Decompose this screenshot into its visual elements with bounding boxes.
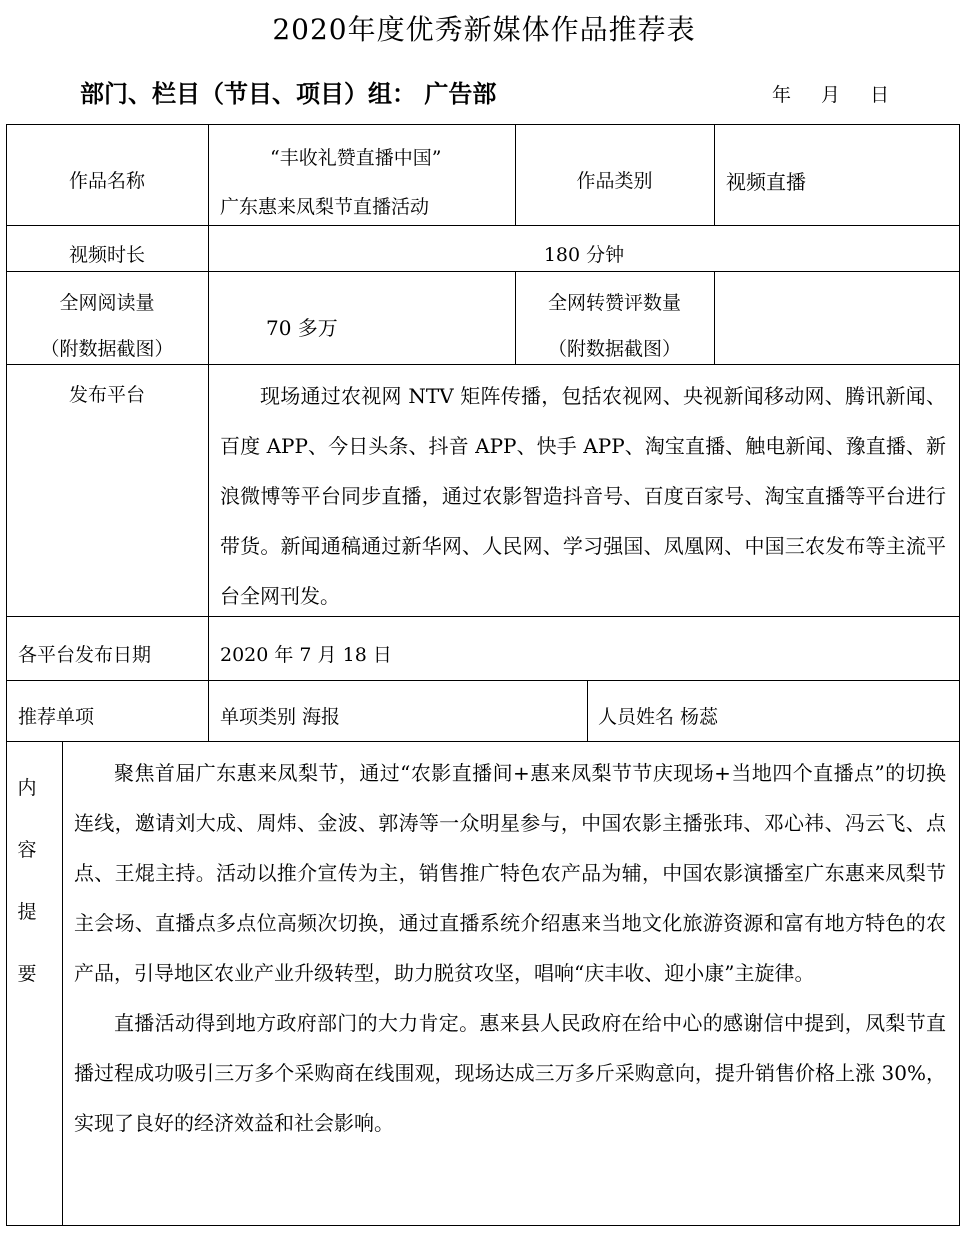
summary-label-char: 提	[17, 901, 37, 923]
publish-date-value: 2020 年 7 月 18 日	[220, 644, 392, 666]
summary-text	[74, 748, 946, 1148]
date-line: 年 月 日	[772, 84, 890, 106]
category-value: 单项类别 海报	[220, 706, 341, 728]
summary-label-char: 内	[17, 777, 37, 799]
row-divider	[6, 741, 960, 742]
work-type-label: 作品类别	[576, 170, 653, 192]
row-divider	[6, 364, 960, 365]
summary-label	[12, 757, 42, 1005]
shares-label-line2: （附数据截图）	[547, 338, 681, 360]
summary-label-char: 容	[17, 839, 37, 861]
platform-value	[220, 371, 946, 621]
col-divider	[714, 271, 715, 364]
duration-label: 视频时长	[68, 244, 145, 266]
col-divider	[208, 124, 209, 741]
col-divider	[587, 680, 588, 741]
work-name-label: 作品名称	[68, 170, 145, 192]
summary-paragraph-1: 聚焦首届广东惠来凤梨节，通过“农影直播间+惠来凤梨节节庆现场+当地四个直播点”的切换连线，邀请刘大成、周炜、金波、郭涛等一众明星参与，中国农影主播张玮、邓心祎、冯云飞、点点、王焜主持。活动以推介宣传为主，销售推广特色农产品为辅，中国农影演播室广东惠来凤梨节主会场、直播点多点位高频次切换，通过直播系统介绍惠来当地文化旅游资源和富有地方特色的农产品，引导地区农业产业升级转型，助力脱贫攻坚，唱响“庆丰收、迎小康”主旋律。	[74, 761, 946, 985]
summary-paragraph-2: 直播活动得到地方政府部门的大力肯定。惠来县人民政府在给中心的感谢信中提到，凤梨节直播过程成功吸引三万多个采购商在线围观，现场达成三万多斤采购意向，提升销售价格上涨 30%，实现了良好的经济效益和社会影响。	[74, 1011, 946, 1135]
platform-label: 发布平台	[68, 384, 145, 406]
duration-value: 180 分钟	[543, 244, 625, 266]
work-type-value: 视频直播	[726, 170, 806, 194]
work-name-line2: 广东惠来凤梨节直播活动	[220, 196, 430, 218]
reads-label-line2: （附数据截图）	[40, 338, 174, 360]
person-value: 人员姓名 杨蕊	[598, 706, 719, 728]
row-divider	[6, 271, 960, 272]
col-divider	[714, 124, 715, 225]
department-line: 部门、栏目（节目、项目）组： 广告部	[80, 79, 497, 108]
summary-label-char: 要	[17, 963, 37, 985]
row-divider	[6, 680, 960, 681]
publish-date-label: 各平台发布日期	[18, 644, 152, 666]
shares-label-line1: 全网转赞评数量	[547, 292, 681, 314]
reads-label-line1: 全网阅读量	[59, 292, 155, 314]
recommend-label: 推荐单项	[18, 706, 95, 728]
work-name-line1: “丰收礼赞直播中国”	[270, 147, 442, 169]
platform-text: 现场通过农视网 NTV 矩阵传播，包括农视网、央视新闻移动网、腾讯新闻、百度 APP、今日头条、抖音 APP、快手 APP、淘宝直播、触电新闻、豫直播、新浪微博等平台同步直播，通过农影智造抖音号、百度百家号、淘宝直播等平台进行带货。新闻通稿通过新华网、人民网、学习强国、凤凰网、中国三农发布等主流平台全网刊发。	[220, 384, 946, 608]
col-divider	[62, 741, 63, 1226]
reads-value: 70 多万	[266, 316, 338, 340]
page-title: 2020年度优秀新媒体作品推荐表	[272, 13, 696, 46]
row-divider	[6, 225, 960, 226]
